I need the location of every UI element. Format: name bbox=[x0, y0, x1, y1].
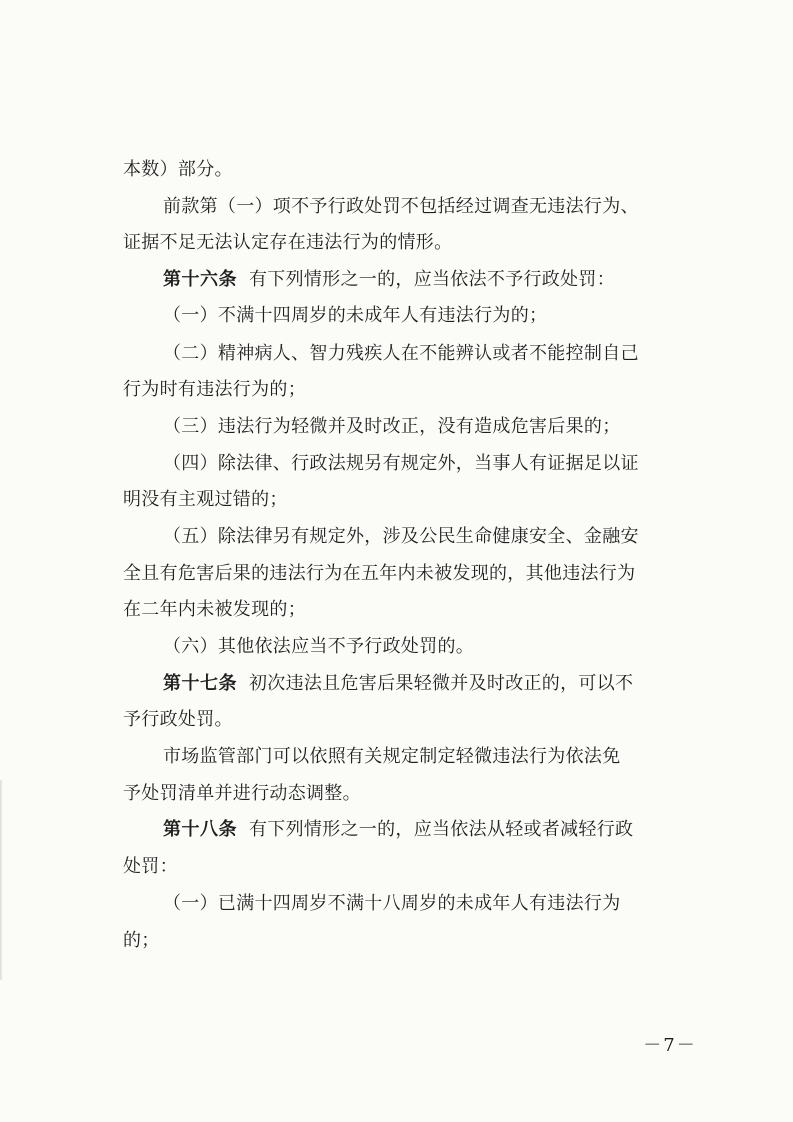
text-line: 处罚： bbox=[123, 856, 178, 877]
text-line: （一）不满十四周岁的未成年人有违法行为的； bbox=[163, 305, 548, 326]
article-16-text: 有下列情形之一的，应当依法不予行政处罚： bbox=[249, 269, 615, 290]
text-line: 予行政处罚。 bbox=[123, 709, 233, 730]
text-line: （三）违法行为轻微并及时改正，没有造成危害后果的； bbox=[163, 416, 621, 437]
text-line: （四）除法律、行政法规另有规定外，当事人有证据足以证 bbox=[163, 453, 639, 474]
text-line: 行为时有违法行为的； bbox=[123, 379, 306, 400]
page-number: －7－ bbox=[643, 1035, 697, 1056]
text-line: 市场监管部门可以依照有关规定制定轻微违法行为依法免 bbox=[163, 746, 621, 767]
text-line: 前款第（一）项不予行政处罚不包括经过调查无违法行为、 bbox=[163, 196, 639, 217]
article-18-line bbox=[163, 818, 713, 842]
article-16-line bbox=[163, 268, 713, 292]
text-line: 证据不足无法认定存在违法行为的情形。 bbox=[123, 232, 453, 253]
article-18-title: 第十八条 bbox=[163, 819, 237, 840]
text-line: 明没有主观过错的； bbox=[123, 489, 288, 510]
article-18-text: 有下列情形之一的，应当依法从轻或者减轻行政 bbox=[249, 819, 634, 840]
text-line: 全且有危害后果的违法行为在五年内未被发现的，其他违法行为 bbox=[123, 563, 636, 584]
text-line: （六）其他依法应当不予行政处罚的。 bbox=[163, 636, 475, 657]
text-line: （二）精神病人、智力残疾人在不能辨认或者不能控制自己 bbox=[163, 343, 639, 364]
article-17-line bbox=[163, 672, 713, 696]
text-line: 在二年内未被发现的； bbox=[123, 599, 306, 620]
article-16-title: 第十六条 bbox=[163, 269, 237, 290]
text-line: 的； bbox=[123, 930, 160, 951]
scan-edge-shadow bbox=[0, 780, 3, 980]
text-line: 予处罚清单并进行动态调整。 bbox=[123, 783, 361, 804]
text-line: （一）已满十四周岁不满十八周岁的未成年人有违法行为 bbox=[163, 893, 621, 914]
text-line: 本数）部分。 bbox=[123, 159, 233, 180]
text-line: （五）除法律另有规定外，涉及公民生命健康安全、金融安 bbox=[163, 526, 639, 547]
article-17-text: 初次违法且危害后果轻微并及时改正的，可以不 bbox=[249, 673, 634, 694]
article-17-title: 第十七条 bbox=[163, 673, 237, 694]
